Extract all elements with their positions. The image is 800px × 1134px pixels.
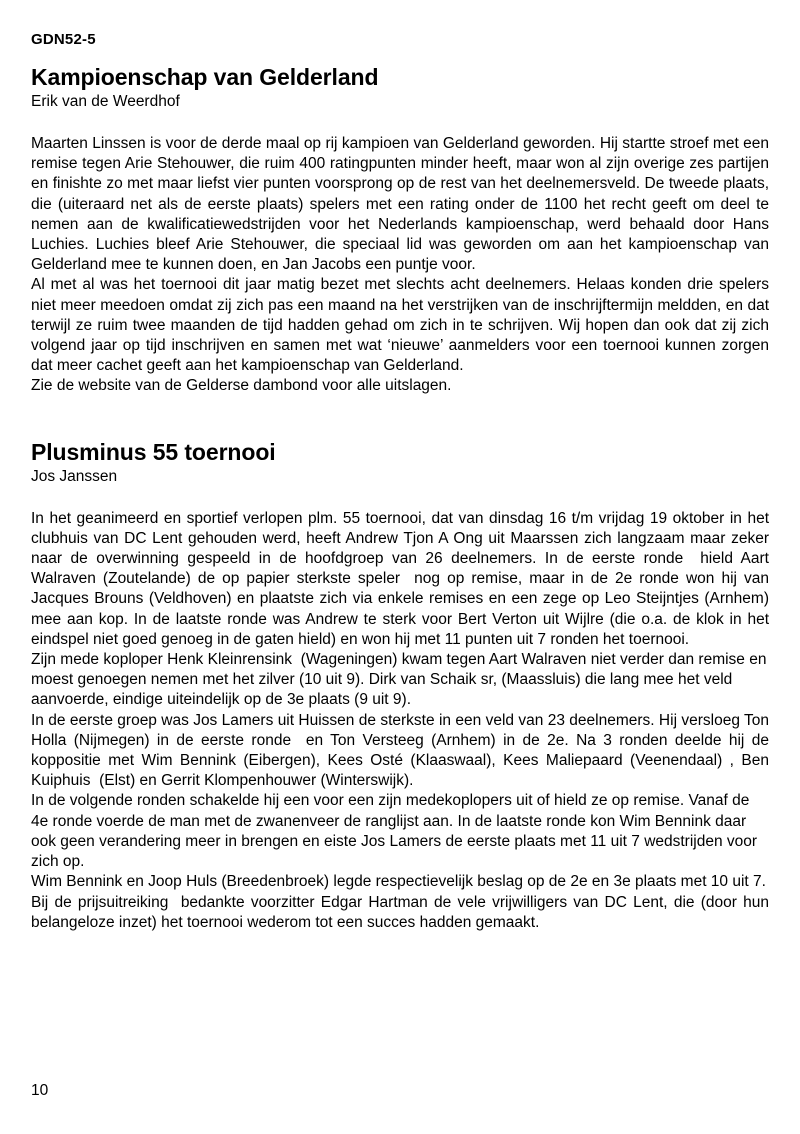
article-1-paragraph-1: Maarten Linssen is voor de derde maal op rij kampioen van Gelderland geworden. Hij startte stroef met een remise tegen Arie Stehouwer, die ruim 400 ratingpunten minder heeft, maar won al zijn overige zes partijen en finishte zo met maar liefst vier punten voorsprong op de rest van het deelnemersveld. De tweede plaats, die (uiteraard net als de eerste plaats) spelers met een rating onder de 1100 het recht geeft om deel te nemen aan de kwalificatiewedstrijden voor het Nederlands kampioenschap, werd behaald door Hans Luchies. Luchies bleef Arie Stehouwer, die speciaal lid was geworden om aan het kampioenschap van Gelderland mee te kunnen doen, en Jan Jacobs een puntje voor. <box>31 135 774 274</box>
document-id: GDN52-5 <box>31 31 96 48</box>
article-1-paragraph-2: Al met al was het toernooi dit jaar matig bezet met slechts acht deelnemers. Helaas konden drie spelers niet meer meedoen omdat zij zich pas een maand na het verstrijken van de inschrijftermijn meldden, en dat terwijl ze ruim twee maanden de tijd hadden gehad om zich in te schrijven. Wij hopen dan ook dat zij zich volgend jaar op tijd inschrijven en samen met wat ‘nieuwe’ aanmelders voor een toernooi kunnen zorgen dat meer cachet geeft aan het kampioenschap van Gelderland. <box>31 276 774 375</box>
article-title-1: Kampioenschap van Gelderland <box>31 64 379 90</box>
article-2-paragraph-4: In de volgende ronden schakelde hij een voor een zijn medekoplopers uit of hield ze op remise. Vanaf de 4e ronde voerde de man met de zwanenveer de ranglijst aan. In de laatste ronde kon Wim Bennink daar ook geen verandering meer in brengen en eiste Jos Lamers de eerste plaats met 11 uit 7 wedstrijden voor zich op. <box>31 792 762 871</box>
article-author-1: Erik van de Weerdhof <box>31 93 180 110</box>
article-2-paragraph-2: Zijn mede koploper Henk Kleinrensink (Wageningen) kwam tegen Aart Walraven niet verder dan remise en moest genoegen nemen met het zilver (10 uit 9). Dirk van Schaik sr, (Maassluis) die lang mee het veld aanvoerde, eindige uiteindelijk op de 3e plaats (9 uit 9). <box>31 651 771 709</box>
page-content <box>31 30 774 933</box>
spacer <box>31 112 769 134</box>
spacer <box>31 487 769 509</box>
article-title-2: Plusminus 55 toernooi <box>31 438 276 465</box>
article-2-paragraph-6: Bij de prijsuitreiking bedankte voorzitter Edgar Hartman de vele vrijwilligers van DC Lent, die (door hun belangeloze inzet) het toernooi wederom tot een succes hadden gemaakt. <box>31 893 774 931</box>
article-2-paragraph-1: In het geanimeerd en sportief verlopen plm. 55 toernooi, dat van dinsdag 16 t/m vrijdag 19 oktober in het clubhuis van DC Lent gehouden werd, heeft Andrew Tjon A Ong uit Maarssen zich langzaam maar zeker naar de overwinning gespeeld in de hoofdgroep van 26 deelnemers. In de eerste ronde hield Aart Walraven (Zoutelande) de op papier sterkste speler nog op remise, maar in de 2e ronde won hij van Jacques Brouns (Veldhoven) en plaatste zich via enkele remises en een zege op Leo Steijntjes (Arnhem) mee aan kop. In de laatste ronde was Andrew te sterk voor Bert Verton uit Wijlre (die o.a. de klok in het eindspel niet goed genoeg in de gaten hield) en won hij met 11 punten uit 7 ronden het toernooi. <box>31 509 774 648</box>
article-1-paragraph-3: Zie de website van de Gelderse dambond voor alle uitslagen. <box>31 377 452 395</box>
article-author-2: Jos Janssen <box>31 467 118 485</box>
article-2-paragraph-3: In de eerste groep was Jos Lamers uit Huissen de sterkste in een veld van 23 deelnemers. Hij versloeg Ton Holla (Nijmegen) in de eerste ronde en Ton Versteeg (Arnhem) in de 2e. Na 3 ronden deelde hij de koppositie met Wim Bennink (Eibergen), Kees Osté (Klaaswaal), Kees Maliepaard (Veenendaal) , Ben Kuiphuis (Elst) en Gerrit Klompenhouwer (Winterswijk). <box>31 711 774 790</box>
page-number: 10 <box>31 1082 49 1099</box>
section-spacer <box>31 397 769 439</box>
article-2-paragraph-5: Wim Bennink en Joop Huls (Breedenbroek) legde respectievelijk beslag op de 2e en 3e plaats met 10 uit 7. <box>31 873 766 891</box>
